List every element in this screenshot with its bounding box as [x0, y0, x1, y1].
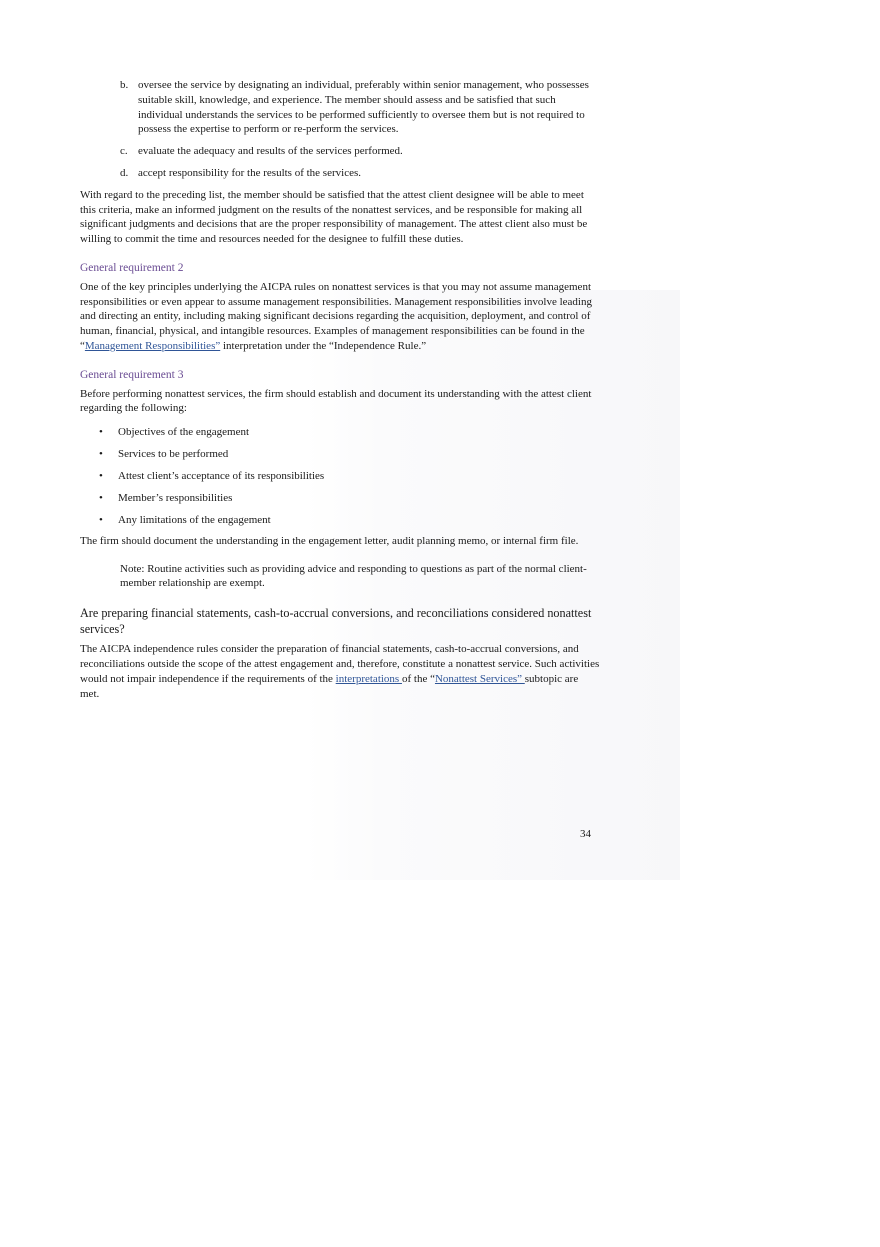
list-marker: c.	[120, 145, 128, 158]
text-segment: subtopic are met.	[80, 672, 579, 700]
bullet-marker: •	[99, 426, 103, 439]
heading-general-requirement-3: General requirement 3	[80, 368, 184, 381]
paragraph-designee: With regard to the preceding list, the member should be satisfied that the attest client designee will be able to meet this criteria, make an informed judgment on the results of the nonattest services, and be responsible for making all significant judgments and decisions that are the proper responsibility of management. The attest client also must be willing to commit the time and resources needed for the designee to fulfill these duties.	[80, 188, 588, 246]
list-item	[80, 513, 600, 528]
paragraph-document-understanding: The firm should document the understanding in the engagement letter, audit planning memo, or internal firm file.	[80, 534, 579, 547]
bullet-text: Services to be performed	[118, 448, 229, 461]
bullet-text: Attest client’s acceptance of its responsibilities	[118, 470, 325, 483]
text-segment: of the “	[401, 672, 435, 685]
note-routine-activities: Note: Routine activities such as providing advice and responding to questions as part of the normal client-member relationship are exempt.	[120, 562, 587, 590]
list-item	[80, 144, 600, 159]
list-item	[80, 78, 600, 137]
paragraph-answer	[80, 642, 600, 701]
list-marker: d.	[120, 166, 129, 179]
bullet-marker: •	[99, 492, 103, 505]
document-page	[80, 78, 600, 701]
list-item	[80, 166, 600, 181]
nonattest-services-link[interactable]: Nonattest Services”	[434, 672, 525, 685]
bullet-text: Any limitations of the engagement	[118, 514, 271, 527]
question-heading: Are preparing financial statements, cash-to-accrual conversions, and reconciliations considered nonattest services?	[80, 606, 592, 637]
list-item-text: oversee the service by designating an individual, preferably within senior management, who possesses suitable skill, knowledge, and experience. The member should assess and be satisfied that such individual understands the services to be performed sufficiently to oversee them but is not required to possess the expertise to perform or re-perform the services.	[138, 79, 589, 136]
paragraph-requirement-2	[80, 280, 600, 354]
list-marker: b.	[120, 79, 129, 91]
list-item-text: accept responsibility for the results of the services.	[138, 166, 361, 179]
list-item	[80, 425, 600, 440]
heading-general-requirement-2: General requirement 2	[80, 261, 184, 274]
interpretations-link[interactable]: interpretations	[335, 672, 402, 685]
list-item	[80, 469, 600, 484]
bullet-text: Member’s responsibilities	[118, 492, 233, 505]
text-segment: interpretation under the “Independence Rule.”	[220, 339, 427, 352]
management-responsibilities-link[interactable]: Management Responsibilities”	[84, 339, 221, 352]
paragraph-requirement-3-intro: Before performing nonattest services, the firm should establish and document its understanding with the attest client regarding the following:	[80, 387, 592, 415]
list-item	[80, 447, 600, 462]
bullet-marker: •	[99, 448, 103, 461]
bullet-marker: •	[99, 514, 103, 527]
list-item-text: evaluate the adequacy and results of the services performed.	[138, 145, 403, 158]
list-item	[80, 491, 600, 506]
requirements-bullet-list	[80, 425, 600, 528]
text-segment: The AICPA independence rules consider the preparation of financial statements, cash-to-accrual conversions, and reconciliations outside the scope of the attest engagement and, therefore, constitute a nonattest service. Such activities would not impair independence if the requirements of the	[80, 643, 600, 685]
bullet-text: Objectives of the engagement	[118, 426, 250, 439]
text-segment: One of the key principles underlying the AICPA rules on nonattest services is that you may not assume management responsibilities or even appear to assume management responsibilities. Management responsibilities involve leading and directing an entity, including making significant decisions regarding the acquisition, deployment, and control of human, financial, physical, and intangible resources. Examples of management responsibilities can be found in the “	[80, 280, 592, 352]
bullet-marker: •	[99, 470, 103, 483]
page-number: 34	[580, 828, 591, 840]
